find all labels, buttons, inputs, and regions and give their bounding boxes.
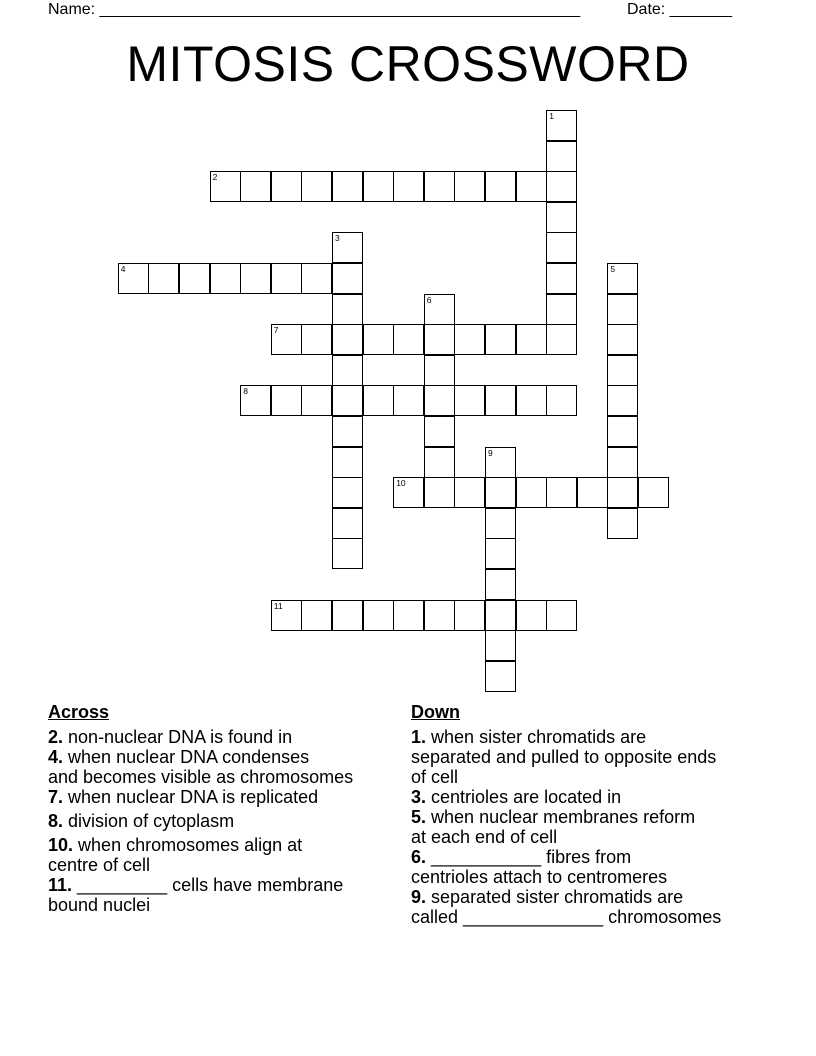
grid-cell[interactable]	[210, 171, 241, 202]
clue-across-8: 8. division of cytoplasm	[48, 811, 235, 831]
clue-number: 7	[273, 325, 279, 336]
grid-cell[interactable]	[332, 416, 363, 447]
date-line: Date: _______	[627, 1, 732, 18]
grid-cell[interactable]	[485, 661, 516, 692]
grid-cell[interactable]	[454, 385, 485, 416]
grid-cell[interactable]	[301, 600, 332, 631]
grid-cell[interactable]	[393, 477, 424, 508]
grid-cell[interactable]	[301, 385, 332, 416]
grid-cell[interactable]	[332, 294, 363, 325]
grid-cell[interactable]	[485, 385, 516, 416]
grid-cell[interactable]	[454, 477, 485, 508]
grid-cell[interactable]	[301, 171, 332, 202]
grid-cell[interactable]	[363, 600, 394, 631]
grid-cell[interactable]	[301, 263, 332, 294]
clue-across-10: 10. when chromosomes align at centre of cell	[48, 835, 303, 875]
clue-down-1: 1. when sister chromatids are separated and pulled to opposite ends of cell	[411, 727, 717, 787]
grid-cell[interactable]	[485, 538, 516, 569]
grid-cell[interactable]	[240, 171, 271, 202]
grid-cell[interactable]	[546, 385, 577, 416]
grid-cell[interactable]	[607, 508, 638, 539]
grid-cell[interactable]	[271, 600, 302, 631]
grid-cell[interactable]	[179, 263, 210, 294]
grid-cell[interactable]	[271, 171, 302, 202]
grid-cell[interactable]	[332, 355, 363, 386]
grid-cell[interactable]	[332, 600, 363, 631]
grid-cell[interactable]	[271, 324, 302, 355]
grid-cell[interactable]	[424, 171, 455, 202]
grid-cell[interactable]	[332, 477, 363, 508]
clue-number: 1	[549, 111, 554, 121]
grid-cell[interactable]	[485, 324, 516, 355]
grid-cell[interactable]	[607, 324, 638, 355]
grid-cell[interactable]	[607, 355, 638, 386]
clue-number: 8	[243, 386, 248, 397]
grid-cell[interactable]	[546, 477, 577, 508]
clue-down-9: 9. separated sister chromatids are called ______________ chromosomes	[411, 887, 722, 927]
grid-cell[interactable]	[454, 171, 485, 202]
grid-cell[interactable]	[424, 385, 455, 416]
grid-cell[interactable]	[424, 294, 455, 325]
grid-cell[interactable]	[240, 263, 271, 294]
clue-across-11: 11. _________ cells have membrane bound nuclei	[48, 875, 344, 915]
clue-across-2: 2. non-nuclear DNA is found in	[48, 727, 293, 747]
grid-cell[interactable]	[546, 141, 577, 172]
grid-cell[interactable]	[516, 324, 547, 355]
clue-number: 10	[396, 478, 406, 489]
clue-number: 2	[212, 172, 218, 183]
clue-down-3: 3. centrioles are located in	[411, 787, 622, 807]
grid-cell[interactable]	[332, 324, 363, 355]
grid-cell[interactable]	[332, 385, 363, 416]
clue-number: 5	[610, 264, 616, 274]
grid-cell[interactable]	[607, 294, 638, 325]
grid-cell[interactable]	[240, 385, 271, 416]
clue-number: 9	[488, 447, 493, 458]
grid-cell[interactable]	[271, 263, 302, 294]
grid-cell[interactable]	[577, 477, 608, 508]
down-heading: Down	[411, 702, 460, 722]
page-title: MITOSIS CROSSWORD	[126, 36, 690, 92]
grid-cell[interactable]	[485, 600, 516, 631]
grid-cell[interactable]	[546, 171, 577, 202]
grid-cell[interactable]	[607, 385, 638, 416]
across-clues	[48, 702, 408, 915]
grid-cell[interactable]	[332, 232, 363, 263]
clue-across-4: 4. when nuclear DNA condenses and becomes visible as chromosomes	[48, 747, 354, 787]
grid-cell[interactable]	[332, 263, 363, 294]
grid-cell[interactable]	[424, 324, 455, 355]
grid-cell[interactable]	[393, 171, 424, 202]
grid-cell[interactable]	[332, 538, 363, 569]
grid-cell[interactable]	[118, 263, 149, 294]
header	[48, 0, 748, 22]
grid-cell[interactable]	[424, 416, 455, 447]
grid-cell[interactable]	[607, 477, 638, 508]
grid-cell[interactable]	[485, 171, 516, 202]
grid-cell[interactable]	[546, 202, 577, 233]
grid-cell[interactable]	[393, 600, 424, 631]
clue-number: 4	[120, 264, 126, 274]
grid-cell[interactable]	[210, 263, 241, 294]
grid-cell[interactable]	[332, 171, 363, 202]
grid-cell[interactable]	[516, 171, 547, 202]
grid-cell[interactable]	[516, 600, 547, 631]
grid-cell[interactable]	[546, 110, 577, 141]
grid-cell[interactable]	[363, 324, 394, 355]
grid-cell[interactable]	[301, 324, 332, 355]
clue-across-7: 7. when nuclear DNA is replicated	[48, 787, 319, 807]
grid-cell[interactable]	[516, 477, 547, 508]
down-clues	[411, 702, 781, 927]
grid-cell[interactable]	[485, 630, 516, 661]
grid-cell[interactable]	[271, 385, 302, 416]
grid-cell[interactable]	[607, 263, 638, 294]
grid-cell[interactable]	[546, 294, 577, 325]
grid-cell[interactable]	[424, 355, 455, 386]
clue-number: 11	[273, 600, 283, 611]
grid-cell[interactable]	[454, 324, 485, 355]
grid-cell[interactable]	[485, 477, 516, 508]
grid-cell[interactable]	[485, 508, 516, 539]
across-heading: Across	[48, 702, 110, 722]
grid-cell[interactable]	[332, 447, 363, 478]
grid-cell[interactable]	[546, 600, 577, 631]
grid-cell[interactable]	[546, 232, 577, 263]
clue-number: 3	[335, 233, 340, 244]
grid-cell[interactable]	[607, 416, 638, 447]
name-line: Name: ______________________________________________________	[48, 1, 581, 18]
grid-cell[interactable]	[485, 447, 516, 478]
clue-number: 6	[426, 294, 432, 305]
grid-cell[interactable]	[546, 263, 577, 294]
grid-cell[interactable]	[393, 385, 424, 416]
grid-cell[interactable]	[546, 324, 577, 355]
grid-cell[interactable]	[393, 324, 424, 355]
clue-down-6: 6. ___________ fibres from centrioles attach to centromeres	[411, 847, 668, 887]
grid-cell[interactable]	[363, 171, 394, 202]
grid-cell[interactable]	[516, 385, 547, 416]
grid-cell[interactable]	[607, 447, 638, 478]
grid-cell[interactable]	[332, 508, 363, 539]
grid-cell[interactable]	[454, 600, 485, 631]
grid-cell[interactable]	[424, 477, 455, 508]
grid-cell[interactable]	[424, 447, 455, 478]
clue-down-5: 5. when nuclear membranes reform at each end of cell	[411, 807, 696, 847]
grid-cell[interactable]	[485, 569, 516, 600]
grid-cell[interactable]	[638, 477, 669, 508]
grid-cell[interactable]	[424, 600, 455, 631]
grid-cell[interactable]	[148, 263, 179, 294]
grid-cell[interactable]	[363, 385, 394, 416]
